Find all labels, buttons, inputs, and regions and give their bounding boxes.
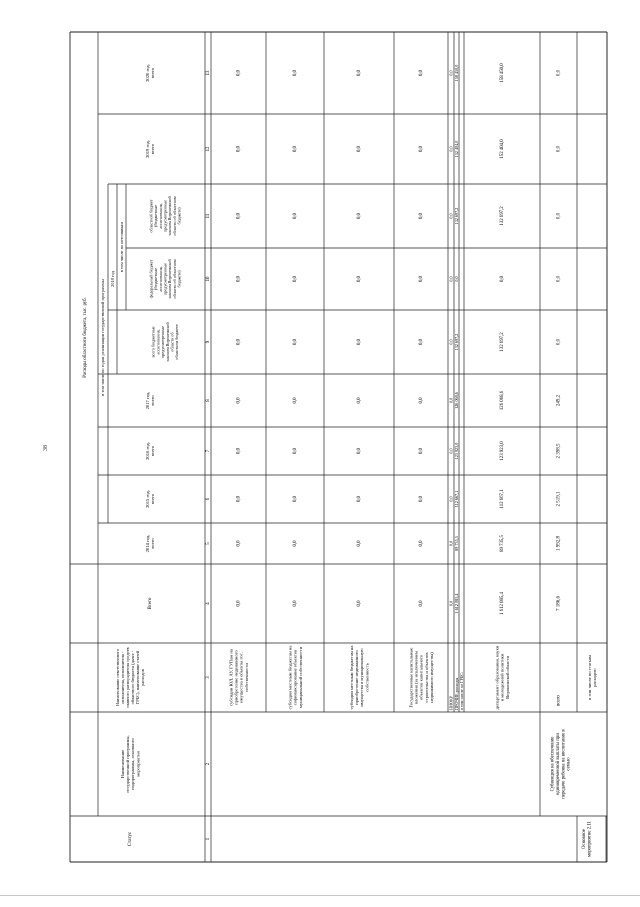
column-number: 9	[206, 340, 212, 344]
column-number: 3	[206, 676, 212, 679]
column-number: 5	[206, 542, 212, 545]
sub-row-value: 1 612 085,4	[453, 593, 459, 614]
sub-row-value: 123 923,0	[453, 442, 459, 460]
row-value: 0,0	[419, 397, 425, 404]
measure-status: Основноемероприятие 2.11	[581, 821, 593, 857]
row-value: 0,0	[236, 496, 242, 502]
row-value: 0,0	[419, 448, 425, 454]
measure-value: 2 519,1	[556, 491, 562, 507]
header-regional: областной бюджет(бюджетныеассигнования,предусмотренныезаконом Воронежскойобласти об областномбюджете)	[148, 196, 182, 236]
row-value: 0,0	[236, 213, 242, 219]
department-value: 126 068,6	[500, 390, 506, 411]
sub-row-value: 132 697,2	[453, 207, 459, 225]
row-value: 0,0	[293, 276, 299, 282]
department-value: 158 450,0	[500, 63, 506, 83]
column-number: 1	[206, 837, 212, 841]
header-2020: 2020 год,всего	[145, 64, 156, 82]
sub-row-value: 0,0	[448, 276, 454, 282]
column-number: 2	[206, 762, 212, 766]
row-value: 0,0	[236, 448, 242, 454]
row-label: субсидии ЮЛ, АУ, ГУПам наприобретение недвижимогоимущества в объекты гос.собственности	[228, 649, 249, 706]
row-value: 0,0	[357, 448, 363, 454]
row-value: 0,0	[236, 70, 242, 76]
row-value: 0,0	[293, 146, 299, 152]
row-value: 0,0	[357, 397, 363, 404]
row-value: 0,0	[236, 146, 242, 152]
row-value: 0,0	[419, 496, 425, 502]
row-value: 0,0	[293, 397, 299, 404]
sub-row-label: в том числе по ГРБС:	[458, 671, 464, 710]
row-value: 0,0	[357, 339, 363, 345]
measure-name: Субвенция на обеспечениеединовременной выплаты припередаче ребенка на воспитание всемью	[550, 729, 572, 799]
department-value: 132 697,2	[500, 332, 506, 352]
row-value: 0,0	[419, 600, 425, 607]
measure-value: 0,0	[556, 145, 562, 153]
department-value: 152 404,0	[500, 139, 506, 159]
row-value: 0,0	[419, 339, 425, 345]
column-number: 8	[206, 399, 212, 402]
row-label: субсидии местным бюджетам наприобретение недвижимогоимущества в муниципальнуюсобственность	[348, 645, 370, 710]
department-value: 1 612 085,4	[500, 592, 506, 615]
sub-row-value: 0,0	[448, 397, 454, 404]
sub-row-value: 0,0	[448, 339, 454, 345]
row-value: 0,0	[357, 600, 363, 607]
column-number: 7	[206, 449, 212, 453]
column-number: 10	[206, 276, 212, 282]
sub-row-value: 0,0	[448, 496, 454, 502]
department-label: департамент образования, наукии молодежной политикиВоронежской области	[494, 645, 510, 710]
row-value: 0,0	[357, 540, 363, 547]
column-number: 4	[206, 602, 212, 605]
measure-value: 249,2	[556, 394, 562, 407]
row-value: 0,0	[357, 146, 363, 152]
row-value: 0,0	[419, 213, 425, 219]
sub-row-value: 152 404,0	[453, 140, 459, 158]
sub-row-value: 0,0	[448, 146, 454, 152]
row-value: 0,0	[419, 540, 425, 547]
page-number: 38	[43, 445, 49, 451]
sub-row-value: 0,0	[453, 276, 459, 282]
header-total: Всего	[148, 597, 154, 610]
sub-row-label: ПРОЧИЕ расходы	[453, 677, 459, 710]
measure-value: 0,0	[556, 275, 562, 283]
last-row-label: в том числе по статьямрасходов:	[587, 655, 598, 700]
header-executor: Наименование ответственногоисполнителя, исполнителя -главного распорядителя средствобластного бюджета (далее -ГРБС), наименование статейрасходов	[115, 647, 145, 708]
header-incl-stages: в том числе по годам реализации государственной программы	[100, 279, 106, 396]
sub-row-value: 0,0	[448, 600, 454, 607]
row-label: Государственные капитальныевложения (за исключениемобъектов капитальногостроительства и объектовнедвижимого имущества)	[408, 647, 434, 708]
row-value: 0,0	[419, 70, 425, 76]
row-value: 0,0	[357, 276, 363, 282]
row-value: 0,0	[419, 276, 425, 282]
department-value: 89 735,5	[500, 535, 506, 552]
department-value: 112 667,1	[500, 489, 506, 509]
sub-row-value: 132 697,2	[453, 333, 459, 351]
department-value: 0,0	[500, 276, 506, 282]
row-value: 0,0	[236, 600, 242, 607]
row-value: 0,0	[357, 70, 363, 76]
header-status: Статус	[128, 831, 134, 847]
column-number: 11	[206, 213, 212, 219]
row-value: 0,0	[236, 339, 242, 345]
row-value: 0,0	[293, 213, 299, 219]
measure-exec-label: всего	[556, 695, 562, 706]
measure-value: 2 398,5	[556, 443, 562, 459]
header-2018: 2018 год	[110, 271, 116, 287]
sub-row-value: 0,0	[448, 213, 454, 219]
measure-value: 7 186,6	[556, 596, 562, 611]
header-2019: 2019 год,всего	[145, 140, 156, 158]
sub-row-value: 0,0	[448, 448, 454, 454]
measure-value: 0,0	[556, 338, 562, 346]
sub-row-value: 112 667,1	[453, 490, 459, 508]
header-2014: 2014 год,всего	[145, 534, 156, 553]
sub-row-value: 0,0	[448, 70, 454, 76]
row-value: 0,0	[419, 146, 425, 152]
row-value: 0,0	[293, 496, 299, 502]
row-value: 0,0	[293, 70, 299, 76]
header-2015: 2015 год,всего	[145, 490, 156, 508]
sub-row-value: 0,0	[448, 540, 454, 547]
header-incl-sources: в том числе по источникам	[119, 221, 125, 273]
sub-row-value: 126 068,6	[453, 392, 459, 409]
header-federal: федеральный бюджет(бюджетныеассигнования,предусмотренныезаконом Воронежскойобласти об областномбюджете)	[148, 259, 182, 299]
column-number: 13	[206, 70, 212, 76]
measure-value: 1 992,8	[556, 536, 562, 551]
row-value: 0,0	[357, 213, 363, 219]
header-budget-title: Расходы областного бюджета, тыс. руб.	[83, 297, 89, 378]
row-value: 0,0	[357, 496, 363, 502]
department-value: 132 697,2	[500, 206, 506, 226]
sub-row-value: 89 735,5	[453, 536, 459, 551]
row-label: субсидии местным бюджетам насофинансирование объектовмуниципальной собственности	[287, 645, 303, 710]
row-value: 0,0	[293, 600, 299, 607]
department-value: 123 923,0	[500, 441, 506, 461]
row-value: 0,0	[236, 397, 242, 404]
sub-row-value: 158 450,0	[453, 64, 459, 82]
column-number: 12	[206, 146, 212, 152]
row-value: 0,0	[293, 448, 299, 454]
page-bottom-rule	[0, 895, 640, 896]
header-2017: 2017 год,всего	[145, 391, 156, 410]
measure-value: 0,0	[556, 212, 562, 220]
row-value: 0,0	[293, 540, 299, 547]
header-2016: 2016 год,всего	[145, 442, 156, 460]
measure-value: 0,0	[556, 69, 562, 77]
header-all-budget: всего бюджетныеассигнования,предусмотренныезаконом Воронежскойобласти обобластном бюджете	[150, 322, 180, 362]
row-value: 0,0	[236, 276, 242, 282]
column-number: 6	[206, 497, 212, 501]
row-value: 0,0	[236, 540, 242, 547]
header-program-name: Наименованиегосударственной программы,подпрограммы, основногомероприятия	[119, 735, 141, 793]
table-cells	[83, 63, 597, 857]
row-value: 0,0	[293, 339, 299, 345]
sub-row-label: НИОКР	[448, 695, 454, 710]
